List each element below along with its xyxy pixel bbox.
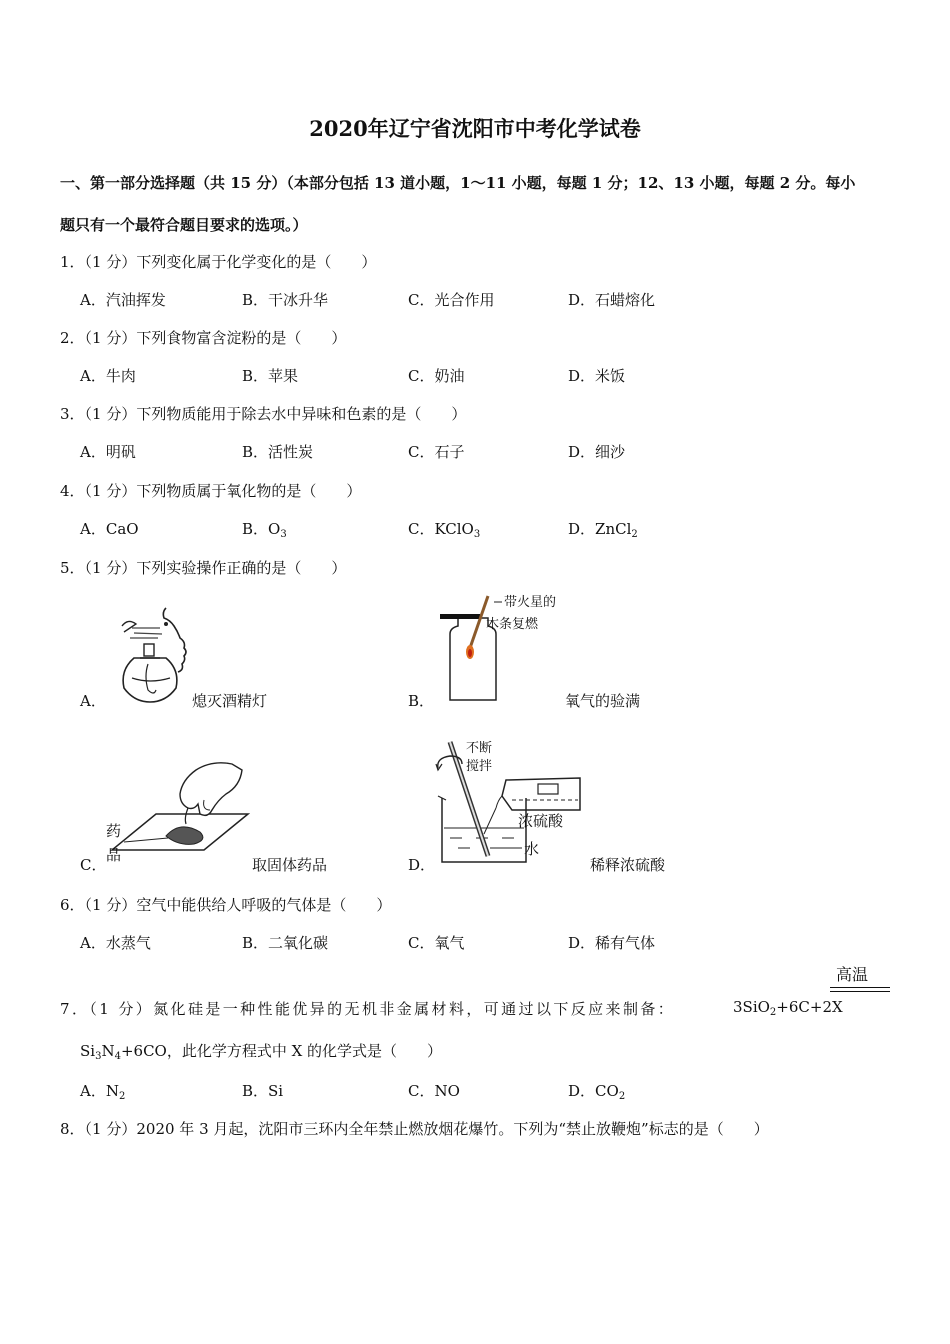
figure-b-label-1: 带火星的 [504,595,557,610]
figure-b-label-2: 木条复燃 [486,617,539,632]
q3-option-b: B．活性炭 [242,443,314,461]
q1-option-d: D．石蜡熔化 [568,291,656,309]
question-6-stem: 6．（1 分）空气中能供给人呼吸的气体是（ ） [60,896,392,914]
figure-c-label-2: 品 [106,846,122,864]
q4-option-c: C．KClO$_3$ [408,520,481,540]
figure-d-label-3: 浓硫酸 [518,812,564,830]
question-3-stem: 3．（1 分）下列物质能用于除去水中异味和色素的是（ ） [60,405,467,423]
section-heading-line1: 一、第一部分选择题（共 15 分）（本部分包括 13 道小题，1～11 小题，每题 1 分；12、13 小题，每题 2 分。每小 [60,174,856,192]
q3-option-a: A．明矾 [80,443,136,461]
q7-option-a: A．$N_2$ [80,1082,126,1102]
q6-option-d: D．稀有气体 [568,934,656,952]
figure-d-label-1: 不断 [466,741,493,756]
figure-d-label-4: 水 [524,840,540,858]
q4-option-d: D．ZnCl$_2$ [568,520,638,540]
q7-option-c: C．NO [408,1082,460,1100]
figure-oxygen-test [434,590,574,702]
q1-option-b: B．干冰升华 [242,291,329,309]
q1-option-a: A．汽油挥发 [80,291,166,309]
q2-option-a: A．牛肉 [80,367,136,385]
q5-option-b-label: B． [408,692,435,710]
q3-option-c: C．石子 [408,443,465,461]
q5-option-a-caption: 熄灭酒精灯 [192,692,268,710]
q5-option-d-label: D． [408,856,436,874]
reaction-arrow-line [830,987,890,988]
page-title: 2020年辽宁省沈阳市中考化学试卷 [309,116,641,141]
question-8-stem: 8．（1 分）2020 年 3 月起，沈阳市三环内全年禁止燃放烟花爆竹。下列为“禁止放鞭炮”标志的是（ ） [60,1120,769,1138]
figure-d-label-2: 搅拌 [466,759,493,774]
q2-option-d: D．米饭 [568,367,626,385]
figure-solid-reagent [100,760,250,870]
question-7-stem-cont: $Si_3N_4+6CO$，此化学方程式中 X 的化学式是（ ） [80,1042,443,1062]
q6-option-b: B．二氧化碳 [242,934,329,952]
q4-option-b: B．$O_3$ [242,520,287,540]
equation-left: 3SiO$_2$+6C+2X [733,998,843,1018]
figure-c-label-1: 药 [106,822,122,840]
q5-option-d-caption: 稀释浓硫酸 [590,856,666,874]
question-2-stem: 2．（1 分）下列食物富含淀粉的是（ ） [60,329,347,347]
q6-option-a: A．水蒸气 [80,934,151,952]
section-heading-line2: 题只有一个最符合题目要求的选项。） [60,216,308,234]
question-5-stem: 5．（1 分）下列实验操作正确的是（ ） [60,559,347,577]
q5-option-c-label: C． [80,856,107,874]
question-1-stem: 1．（1 分）下列变化属于化学变化的是（ ） [60,253,377,271]
question-7-stem: 7．（1 分）氮化硅是一种性能优异的无机非金属材料，可通过以下反应来制备： [60,1000,676,1018]
q7-option-d: D．$CO_2$ [568,1082,626,1102]
question-4-stem: 4．（1 分）下列物质属于氧化物的是（ ） [60,482,362,500]
reaction-condition: 高温 [836,965,869,984]
q4-option-a: A．CaO [80,520,139,538]
q6-option-c: C．氧气 [408,934,465,952]
q5-option-a-label: A． [80,692,106,710]
q7-option-b: B．Si [242,1082,284,1100]
q5-option-b-caption: 氧气的验满 [565,692,641,710]
figure-dilute-acid [432,738,582,868]
q2-option-c: C．奶油 [408,367,465,385]
q2-option-b: B．苹果 [242,367,299,385]
q3-option-d: D．细沙 [568,443,626,461]
reaction-arrow-line-2 [830,991,890,992]
q1-option-c: C．光合作用 [408,291,495,309]
q5-option-c-caption: 取固体药品 [252,856,328,874]
